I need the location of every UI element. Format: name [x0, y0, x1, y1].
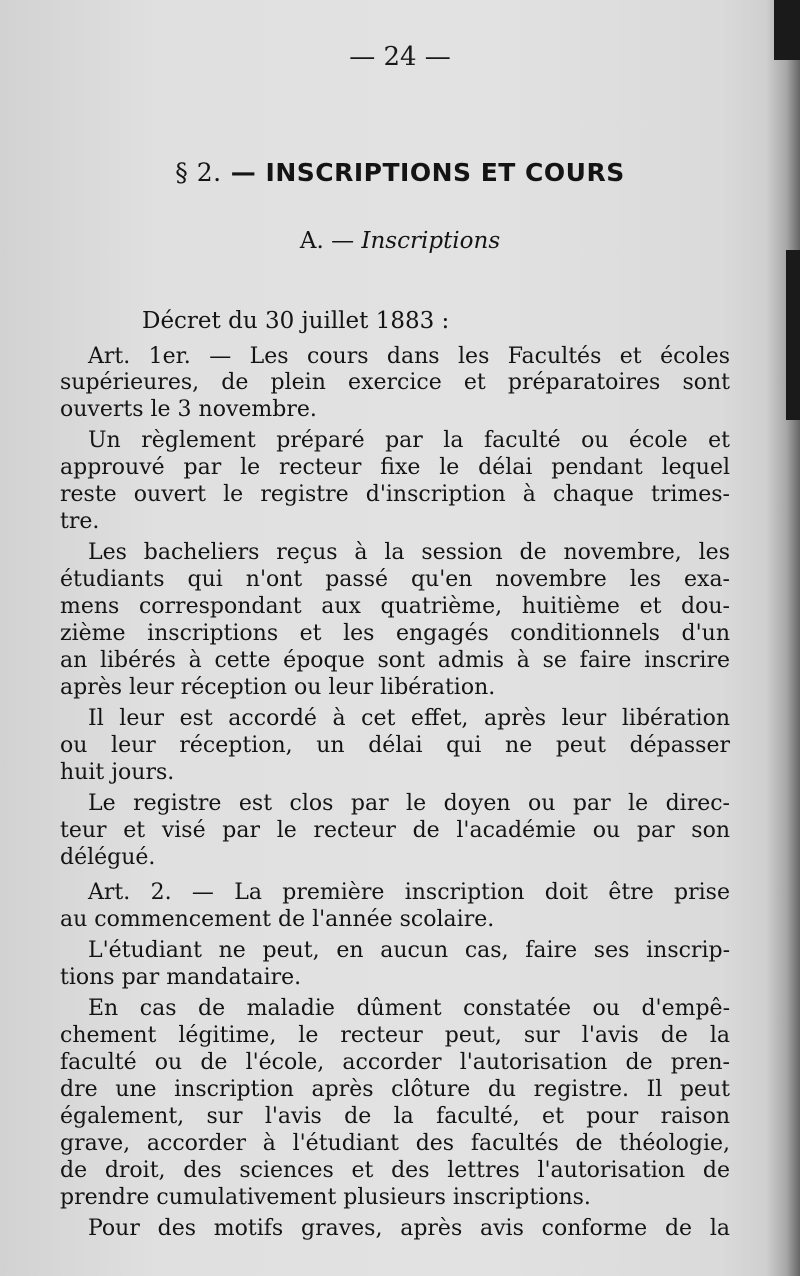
text-line: Art. 1er. — Les cours dans les Facultés et écoles: [88, 344, 730, 369]
text-line: reste ouvert le registre d'inscription à chaque trimes-: [60, 482, 730, 507]
text-line: ou leur réception, un délai qui ne peut dépasser: [60, 733, 730, 758]
text-line: Les bacheliers reçus à la session de novembre, les: [88, 540, 730, 565]
text-line: tre.: [60, 509, 100, 534]
text-line: délégué.: [60, 845, 156, 870]
text-line: L'étudiant ne peut, en aucun cas, faire ses inscrip-: [88, 938, 730, 963]
text-line: également, sur l'avis de la faculté, et pour raison: [60, 1104, 730, 1129]
text-line: tions par mandataire.: [60, 965, 302, 990]
page-edge-shadow: [766, 0, 800, 1276]
text-line: Un règlement préparé par la faculté ou école et: [88, 428, 730, 453]
text-line: chement légitime, le recteur peut, sur l'avis de la: [60, 1023, 730, 1048]
text-line: grave, accorder à l'étudiant des facultés de théologie,: [60, 1131, 730, 1156]
text-line: Le registre est clos par le doyen ou par le direc-: [88, 791, 730, 816]
section-dash: —: [221, 158, 266, 187]
subsection-letter: A. —: [299, 228, 362, 254]
section-heading: [0, 158, 800, 187]
text-line: En cas de maladie dûment constatée ou d'empê-: [88, 996, 730, 1021]
text-line: huit jours.: [60, 760, 175, 785]
torn-edge: [786, 250, 800, 420]
section-number: § 2.: [175, 158, 222, 187]
text-line: de droit, des sciences et des lettres l'autorisation de: [60, 1158, 730, 1183]
text-line: au commencement de l'année scolaire.: [60, 907, 495, 932]
text-line: Art. 2. — La première inscription doit être prise: [88, 880, 730, 905]
text-line: faculté ou de l'école, accorder l'autorisation de pren-: [60, 1050, 730, 1075]
text-line: an libérés à cette époque sont admis à se faire inscrire: [60, 648, 730, 673]
text-line: étudiants qui n'ont passé qu'en novembre les exa-: [60, 567, 730, 592]
text-line: Pour des motifs graves, après avis conforme de la: [88, 1216, 730, 1241]
subsection-heading: [0, 228, 800, 254]
decree-line: Décret du 30 juillet 1883 :: [142, 308, 450, 334]
text-line: ouverts le 3 novembre.: [60, 397, 317, 422]
text-line: dre une inscription après clôture du registre. Il peut: [60, 1077, 730, 1102]
subsection-title: Inscriptions: [361, 228, 501, 254]
text-line: prendre cumulativement plusieurs inscriptions.: [60, 1185, 591, 1210]
text-line: mens correspondant aux quatrième, huitième et dou-: [60, 594, 730, 619]
text-line: Il leur est accordé à cet effet, après leur libération: [88, 706, 730, 731]
text-line: teur et visé par le recteur de l'académie ou par son: [60, 818, 730, 843]
text-line: après leur réception ou leur libération.: [60, 675, 496, 700]
page-number: — 24 —: [349, 42, 451, 72]
section-title: INSCRIPTIONS ET COURS: [265, 158, 625, 187]
text-line: zième inscriptions et les engagés conditionnels d'un: [60, 621, 730, 646]
text-line: approuvé par le recteur fixe le délai pendant lequel: [60, 455, 730, 480]
text-line: supérieures, de plein exercice et préparatoires sont: [60, 370, 730, 395]
